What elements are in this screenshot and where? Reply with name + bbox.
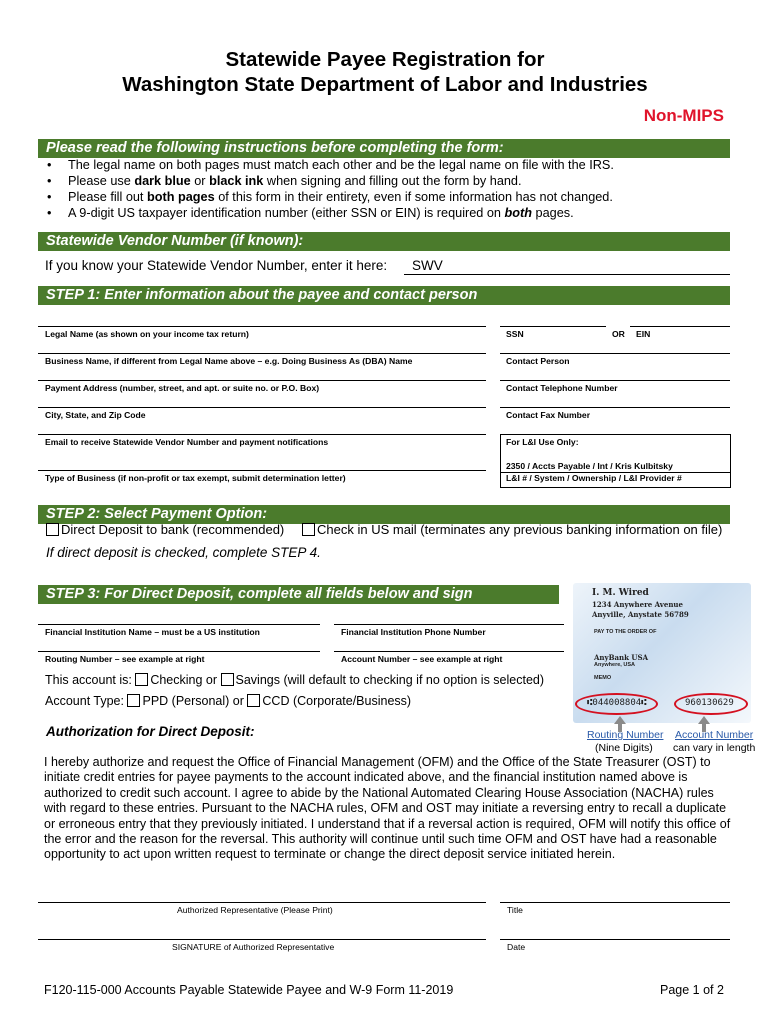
business-type-line — [38, 470, 486, 471]
ssn-line — [500, 326, 606, 327]
step2-note: If direct deposit is checked, complete STEP 4. — [46, 545, 321, 560]
vendor-prompt: If you know your Statewide Vendor Number, enter it here: — [45, 258, 388, 273]
date-label[interactable]: Date — [507, 942, 526, 952]
check-bank: AnyBank USA — [594, 653, 649, 662]
email-line — [38, 434, 486, 435]
instructions-header: Please read the following instructions before completing the form: — [38, 139, 730, 158]
business-type-label[interactable]: Type of Business (if non-profit or tax exempt, submit determination letter) — [45, 473, 346, 483]
instruction-item: • The legal name on both pages must match each other and be the legal name on file with the IRS. — [38, 157, 728, 173]
payment-address-label[interactable]: Payment Address (number, street, and apt. or suite no. or P.O. Box) — [45, 383, 320, 393]
account-line — [334, 651, 564, 652]
auth-title: Authorization for Direct Deposit: — [46, 724, 255, 739]
checking-label: Checking or — [150, 673, 218, 687]
routing-line — [38, 651, 320, 652]
account-type-row — [45, 694, 411, 708]
check-pay-to: PAY TO THE ORDER OF — [594, 629, 657, 635]
fi-name-label[interactable]: Financial Institution Name – must be a US institution — [45, 627, 260, 637]
fi-phone-label[interactable]: Financial Institution Phone Number — [341, 627, 486, 637]
check-mail-label: Check in US mail (terminates any previous banking information on file) — [317, 522, 723, 537]
li-use-top-line — [500, 434, 730, 435]
instruction-item: • A 9-digit US taxpayer identification number (either SSN or EIN) is required on both pages. — [38, 205, 728, 221]
li-codes-line1: 2350 / Accts Payable / Int / Kris Kulbitsky — [506, 461, 673, 471]
legal-name-line — [38, 326, 486, 327]
contact-phone-label[interactable]: Contact Telephone Number — [506, 383, 618, 393]
routing-number-caption: Routing Number — [587, 729, 664, 741]
page-title: Statewide Payee Registration for — [225, 48, 545, 71]
account-number-subcaption: can vary in length — [673, 742, 756, 754]
account-is-row — [45, 673, 544, 687]
rep-print-label[interactable]: Authorized Representative (Please Print) — [177, 905, 333, 915]
routing-number-subcaption: (Nine Digits) — [595, 742, 653, 754]
li-box-bottom — [500, 487, 730, 488]
checking-checkbox[interactable] — [135, 673, 148, 686]
instruction-item: • Please use dark blue or black ink when signing and filling out the form by hand. — [38, 173, 728, 189]
step2-header: STEP 2: Select Payment Option: — [38, 505, 730, 524]
non-mips-badge: Non-MIPS — [643, 106, 724, 125]
account-number-caption: Account Number — [675, 729, 754, 741]
check-addr1: 1234 Anywhere Avenue — [592, 600, 683, 609]
date-line — [500, 939, 730, 940]
check-name: I. M. Wired — [592, 588, 649, 598]
account-is-label: This account is: — [45, 673, 132, 687]
check-account-digits: 960130629 — [685, 698, 734, 708]
payment-address-line — [38, 380, 486, 381]
step3-header: STEP 3: For Direct Deposit, complete all fields below and sign — [38, 585, 559, 604]
page-subtitle: Washington State Department of Labor and Industries — [122, 73, 648, 96]
account-highlight-oval — [674, 693, 748, 715]
rep-print-line — [38, 902, 486, 903]
ein-label[interactable]: EIN — [636, 329, 651, 339]
account-arrow-icon — [698, 716, 710, 724]
routing-highlight-oval — [575, 693, 658, 715]
contact-fax-label[interactable]: Contact Fax Number — [506, 410, 591, 420]
signature-line — [38, 939, 486, 940]
check-mail-checkbox[interactable] — [302, 523, 315, 536]
check-mail-option[interactable] — [302, 522, 722, 537]
form-id-footer: F120-115-000 Accounts Payable Statewide Payee and W-9 Form 11-2019 — [44, 983, 454, 997]
fi-phone-line — [334, 624, 564, 625]
vendor-number-field[interactable]: SWV — [412, 258, 443, 273]
title-label[interactable]: Title — [507, 905, 523, 915]
instruction-item: • Please fill out both pages of this form in their entirety, even if some information has not changed. — [38, 189, 728, 205]
direct-deposit-checkbox[interactable] — [46, 523, 59, 536]
direct-deposit-option[interactable] — [46, 522, 284, 537]
city-state-zip-label[interactable]: City, State, and Zip Code — [45, 410, 146, 420]
email-label[interactable]: Email to receive Statewide Vendor Number and payment notifications — [45, 437, 329, 447]
li-codes-line2: L&I # / System / Ownership / L&I Provider # — [506, 473, 682, 483]
legal-name-label[interactable]: Legal Name (as shown on your income tax return) — [45, 329, 249, 339]
business-name-label[interactable]: Business Name, if different from Legal Name above – e.g. Doing Business As (DBA) Name — [45, 356, 413, 366]
li-box-left — [500, 434, 501, 488]
contact-phone-line — [500, 380, 730, 381]
savings-label: Savings (will default to checking if no option is selected) — [235, 673, 545, 687]
instructions-list — [38, 157, 728, 221]
account-label[interactable]: Account Number – see example at right — [341, 654, 503, 664]
signature-label[interactable]: SIGNATURE of Authorized Representative — [172, 942, 335, 952]
check-bank-loc: Anywhere, USA — [594, 662, 635, 668]
ccd-checkbox[interactable] — [247, 694, 260, 707]
li-box-right — [730, 434, 731, 488]
vendor-number-line — [404, 274, 730, 275]
check-memo: MEMO — [594, 675, 612, 681]
city-state-zip-line — [38, 407, 486, 408]
direct-deposit-label: Direct Deposit to bank (recommended) — [61, 522, 285, 537]
contact-person-line — [500, 353, 730, 354]
ein-line — [630, 326, 730, 327]
ppd-checkbox[interactable] — [127, 694, 140, 707]
routing-arrow-icon — [614, 716, 626, 724]
sample-check-image — [573, 583, 751, 723]
contact-fax-line — [500, 407, 730, 408]
check-routing-digits: ⑆044008804⑆ — [587, 698, 647, 708]
li-use-label: For L&I Use Only: — [506, 437, 579, 447]
account-type-label: Account Type: — [45, 694, 124, 708]
step1-header: STEP 1: Enter information about the payee and contact person — [38, 286, 730, 305]
title-line — [500, 902, 730, 903]
business-name-line — [38, 353, 486, 354]
page-number: Page 1 of 2 — [660, 983, 724, 997]
routing-label[interactable]: Routing Number – see example at right — [45, 654, 205, 664]
authorization-text: I hereby authorize and request the Office of Financial Management (OFM) and the Office of the State Treasurer (OST) to initiate credit entries for payee payments to the account indicated above, and the financial institution named above is authorized to credit such account. I agree to abide by the National Automated Clearing House Association (NACHA) rules with regard to these entries. Pursuant to the NACHA rules, OFM and OST may initiate a reversing entry to recall a duplicate or erroneous entry that they previously initiated. I understand that if a reversal action is required, OFM will notify this office of the error and the reason for the reversal. This authority will continue until such time OFM and OST have had a reasonable opportunity to act upon written request to terminate or change the direct deposit service initiated herein. — [44, 755, 731, 862]
or-label: OR — [612, 329, 625, 339]
ccd-label: CCD (Corporate/Business) — [262, 694, 412, 708]
ppd-label: PPD (Personal) or — [142, 694, 244, 708]
fi-name-line — [38, 624, 320, 625]
check-addr2: Anyville, Anystate 56789 — [592, 610, 689, 619]
ssn-label[interactable]: SSN — [506, 329, 524, 339]
vendor-header: Statewide Vendor Number (if known): — [38, 232, 730, 251]
savings-checkbox[interactable] — [221, 673, 234, 686]
contact-person-label[interactable]: Contact Person — [506, 356, 570, 366]
